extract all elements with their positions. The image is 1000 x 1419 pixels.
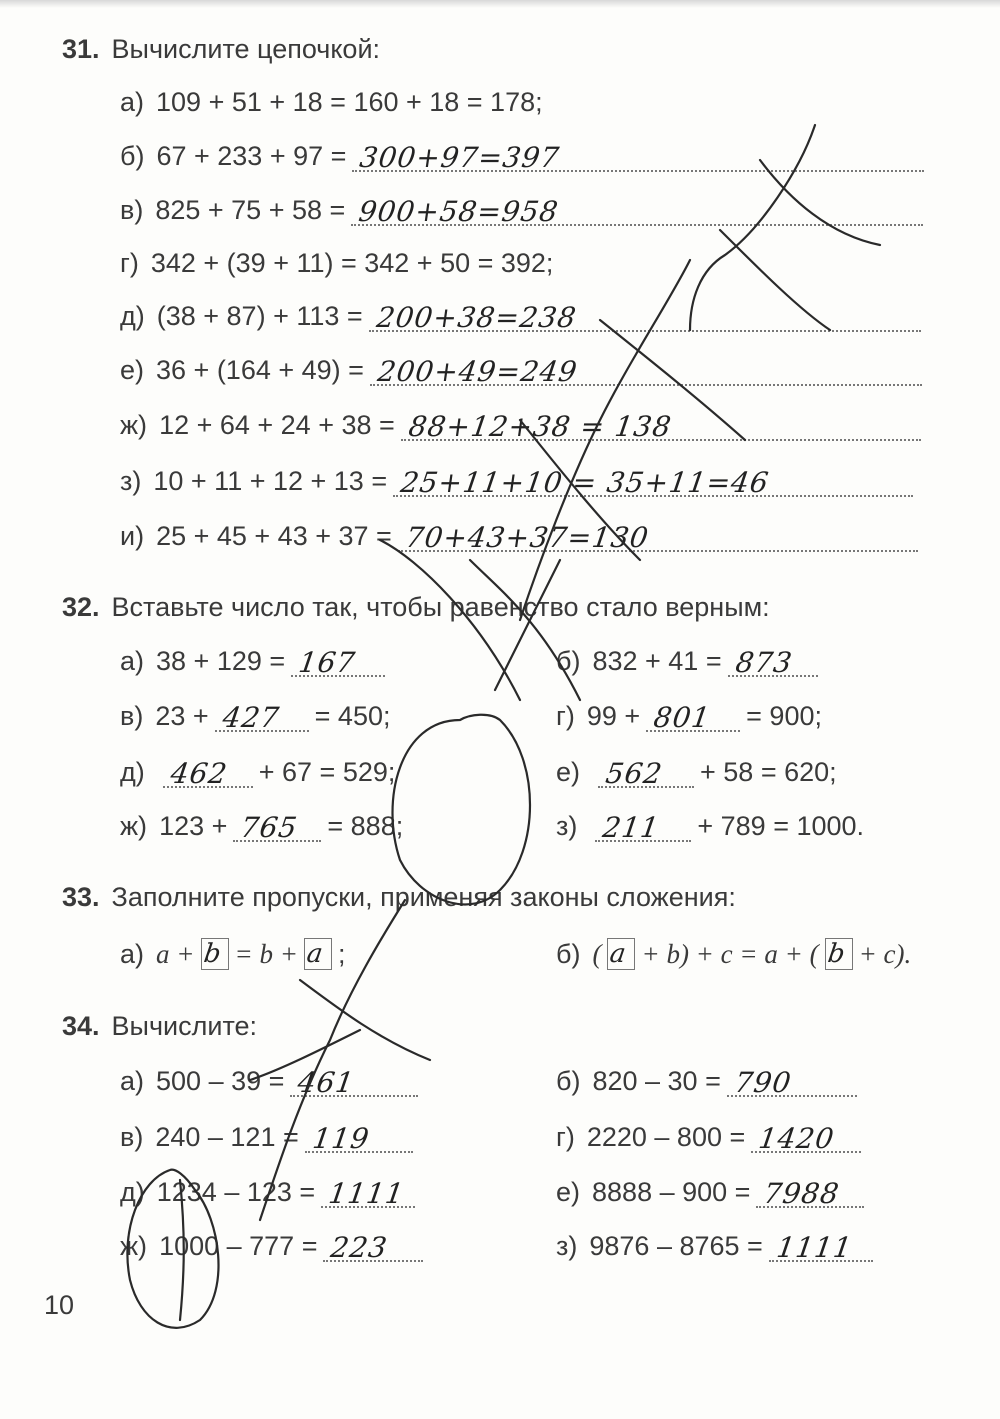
item-expression: 8888 – 900 =	[592, 1177, 751, 1207]
answer-blank[interactable]	[646, 702, 740, 732]
ex31-item-e	[120, 350, 922, 386]
answer-line[interactable]	[351, 196, 923, 226]
handwritten-answer: 1111	[326, 1177, 407, 1210]
handwritten-answer: 1111	[774, 1231, 855, 1264]
item-label: в)	[120, 195, 144, 225]
handwritten-answer: 7988	[762, 1177, 843, 1210]
item-expression: 123 +	[159, 811, 228, 841]
item-label: в)	[120, 701, 144, 731]
ex32-item-v	[120, 696, 390, 732]
answer-line[interactable]	[769, 1232, 873, 1262]
item-expression: a +	[156, 939, 195, 969]
ex32-item-a	[120, 641, 391, 677]
answer-box[interactable]	[607, 938, 635, 970]
item-expression: 109 + 51 + 18 = 160 + 18 = 178;	[156, 87, 543, 117]
ex34-item-a	[120, 1061, 418, 1097]
exercise-number: 34.	[62, 1011, 100, 1041]
ex31-item-i	[120, 516, 918, 552]
item-expression: 12 + 64 + 24 + 38 =	[159, 410, 395, 440]
ex32-item-zh	[120, 806, 403, 842]
item-expression: 99 +	[586, 701, 641, 731]
ex34-item-b	[556, 1061, 857, 1097]
answer-line[interactable]	[751, 1123, 861, 1153]
item-label: б)	[556, 646, 581, 676]
ex31-item-g	[120, 243, 553, 279]
item-label: ж)	[120, 811, 148, 841]
item-label: и)	[120, 521, 145, 551]
item-label: д)	[120, 757, 145, 787]
item-expression: 820 – 30 =	[592, 1066, 721, 1096]
handwritten-answer: 462	[168, 757, 230, 790]
item-expression-end: + 67 = 529;	[258, 757, 396, 787]
ex33-item-a	[120, 934, 345, 970]
handwritten-answer: b	[201, 939, 224, 969]
item-label: з)	[556, 811, 578, 841]
ex31-item-v	[120, 190, 923, 226]
item-expression: + b) + c = a + (	[641, 939, 819, 969]
item-expression: 67 + 233 + 97 =	[156, 141, 347, 171]
item-expression: 500 – 39 =	[156, 1066, 285, 1096]
item-label: е)	[556, 1177, 581, 1207]
ex34-item-zh	[120, 1226, 423, 1262]
item-expression: 1000 – 777 =	[159, 1231, 318, 1261]
item-label: б)	[556, 939, 581, 969]
handwritten-answer: 200+49=249	[375, 355, 580, 388]
item-label: а)	[120, 87, 145, 117]
item-expression: (38 + 87) + 113 =	[156, 301, 363, 331]
handwritten-answer: 88+12+38 = 138	[406, 410, 674, 443]
handwritten-answer: 461	[296, 1066, 358, 1099]
answer-blank[interactable]	[233, 812, 321, 842]
handwritten-answer: a	[608, 939, 630, 969]
ex32-item-z	[556, 806, 864, 842]
ex32-item-e	[556, 752, 837, 788]
handwritten-answer: 200+38=238	[374, 301, 579, 334]
ex32-item-b	[556, 641, 824, 677]
page-number: 10	[44, 1290, 75, 1320]
item-label: е)	[556, 757, 581, 787]
answer-line[interactable]	[393, 467, 913, 497]
item-expression-end: + 58 = 620;	[700, 757, 837, 787]
answer-line[interactable]	[352, 142, 924, 172]
item-label: г)	[556, 701, 575, 731]
item-expression-end: = 450;	[314, 701, 391, 731]
handwritten-answer: 300+97=397	[358, 141, 563, 174]
item-label: в)	[120, 1122, 144, 1152]
handwritten-answer: 119	[310, 1122, 372, 1155]
answer-line[interactable]	[727, 1067, 857, 1097]
handwritten-answer: 211	[601, 811, 663, 844]
exercise-34-heading	[62, 1011, 257, 1042]
handwritten-answer: 427	[220, 701, 282, 734]
item-label: з)	[120, 466, 142, 496]
exercise-title: Вычислите:	[111, 1011, 258, 1041]
item-label: а)	[120, 646, 145, 676]
ex34-item-v	[120, 1117, 413, 1153]
item-expression-end: + 789 = 1000.	[697, 811, 865, 841]
exercise-33-heading	[62, 882, 736, 913]
answer-blank[interactable]	[291, 647, 385, 677]
exercise-32-heading	[62, 592, 770, 623]
item-expression: 23 +	[155, 701, 209, 731]
ex33-item-b	[556, 934, 911, 970]
ex34-item-g	[556, 1117, 861, 1153]
answer-blank[interactable]	[728, 647, 818, 677]
item-expression: 832 + 41 =	[592, 646, 722, 676]
ex31-item-a	[120, 82, 543, 118]
item-expression: 342 + (39 + 11) = 342 + 50 = 392;	[150, 248, 554, 278]
scan-top-edge	[0, 0, 1000, 8]
item-expression: = b +	[234, 939, 298, 969]
answer-box[interactable]	[201, 938, 229, 970]
answer-line[interactable]	[305, 1123, 413, 1153]
answer-blank[interactable]	[595, 812, 691, 842]
item-label: г)	[556, 1122, 575, 1152]
item-expression: (	[592, 939, 602, 969]
answer-box[interactable]	[304, 938, 332, 970]
handwritten-answer: 765	[239, 811, 301, 844]
exercise-number: 33.	[62, 882, 100, 912]
item-label: а)	[120, 1066, 145, 1096]
answer-line[interactable]	[756, 1178, 864, 1208]
ex31-item-z	[120, 461, 913, 497]
ex31-item-d	[120, 296, 921, 332]
ex34-item-e	[556, 1172, 864, 1208]
answer-line[interactable]	[369, 302, 921, 332]
handwritten-answer: 562	[603, 757, 665, 790]
ex34-item-z	[556, 1226, 873, 1262]
item-label: з)	[556, 1231, 578, 1261]
exercise-title: Вычислите цепочкой:	[111, 34, 381, 64]
ex31-item-zh	[120, 405, 921, 441]
handwritten-answer: 790	[732, 1066, 794, 1099]
item-label: а)	[120, 939, 145, 969]
handwritten-answer: 25+11+10 = 35+11=46	[398, 466, 772, 499]
handwritten-answer: 873	[733, 646, 795, 679]
item-expression: 38 + 129 =	[156, 646, 286, 676]
item-expression: 36 + (164 + 49) =	[156, 355, 364, 385]
exercise-number: 31.	[62, 34, 100, 64]
item-expression: 1234 – 123 =	[156, 1177, 316, 1207]
handwritten-answer: b	[825, 939, 848, 969]
item-label: д)	[120, 1177, 145, 1207]
item-label: б)	[556, 1066, 581, 1096]
handwritten-answer: 167	[296, 646, 358, 679]
exercise-31-heading	[62, 34, 380, 65]
item-expression: 825 + 75 + 58 =	[155, 195, 346, 225]
item-expression: 9876 – 8765 =	[589, 1231, 763, 1261]
item-label: ж)	[120, 1231, 148, 1261]
item-expression-end: = 900;	[746, 701, 822, 731]
exercise-title: Заполните пропуски, применяя законы сложения:	[111, 882, 736, 912]
exercise-title: Вставьте число так, чтобы равенство стало верным:	[111, 592, 770, 622]
item-label: б)	[120, 141, 145, 171]
item-label: г)	[120, 248, 139, 278]
answer-box[interactable]	[825, 938, 853, 970]
ex32-item-g	[556, 696, 822, 732]
exercise-number: 32.	[62, 592, 100, 622]
item-expression-end: ;	[337, 939, 346, 969]
handwritten-answer: a	[304, 939, 326, 969]
item-expression: 10 + 11 + 12 + 13 =	[153, 466, 388, 496]
answer-line[interactable]	[290, 1067, 418, 1097]
handwritten-answer: 223	[329, 1231, 391, 1264]
item-expression: 25 + 45 + 43 + 37 =	[156, 521, 392, 551]
item-expression-end: = 888;	[327, 811, 404, 841]
handwritten-answer: 801	[651, 701, 713, 734]
answer-line[interactable]	[323, 1232, 423, 1262]
answer-line[interactable]	[370, 356, 922, 386]
answer-line[interactable]	[401, 411, 921, 441]
item-label: д)	[120, 301, 145, 331]
ex32-item-d	[120, 752, 395, 788]
handwritten-answer: 1420	[756, 1122, 837, 1155]
answer-line[interactable]	[398, 522, 918, 552]
item-expression-end: + c).	[858, 939, 912, 969]
item-label: е)	[120, 355, 145, 385]
ex31-item-b	[120, 136, 924, 172]
answer-line[interactable]	[321, 1178, 415, 1208]
item-label: ж)	[120, 410, 148, 440]
answer-blank[interactable]	[215, 702, 309, 732]
handwritten-answer: 70+43+37=130	[403, 521, 651, 554]
ex34-item-d	[120, 1172, 415, 1208]
answer-blank[interactable]	[598, 758, 694, 788]
item-expression: 2220 – 800 =	[586, 1122, 746, 1152]
answer-blank[interactable]	[163, 758, 253, 788]
item-expression: 240 – 121 =	[155, 1122, 299, 1152]
handwritten-answer: 900+58=958	[356, 195, 562, 228]
